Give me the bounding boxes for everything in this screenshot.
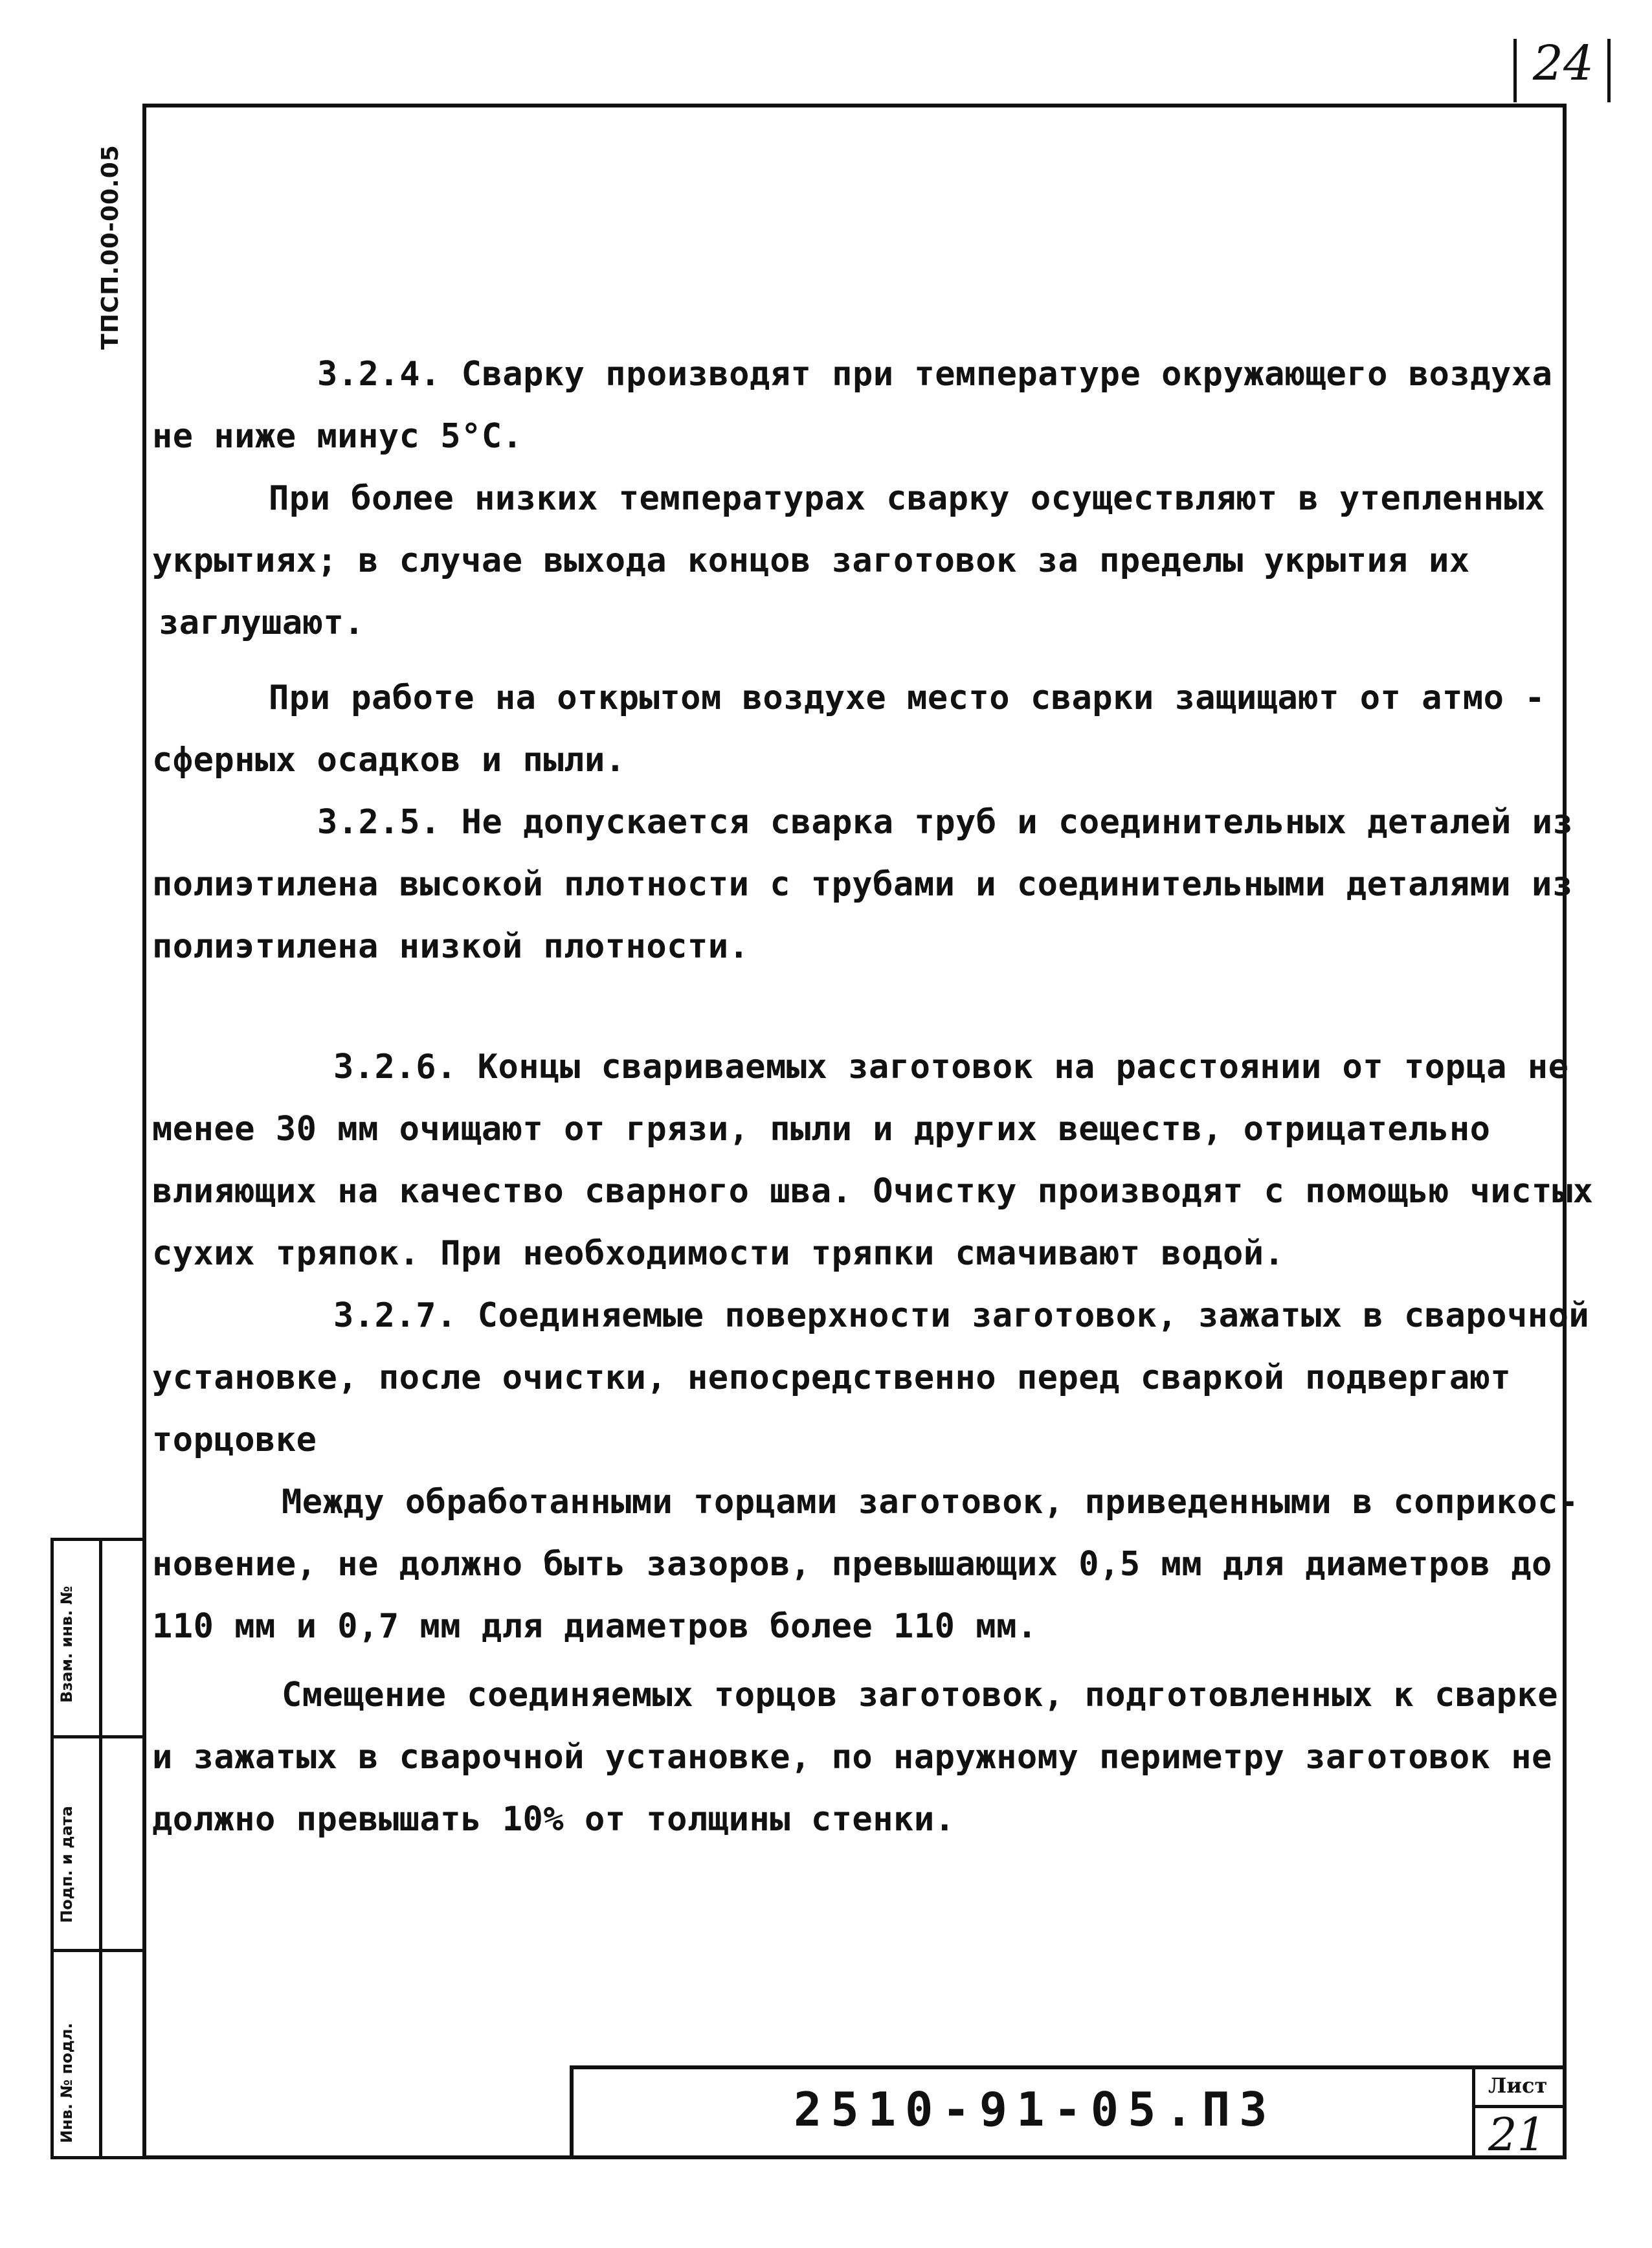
- text-line: и зажатых в сварочной установке, по наружному периметру заготовок не: [152, 1738, 1552, 1777]
- title-block: [570, 2065, 1567, 2159]
- sheet-number: 21: [1488, 2108, 1546, 2161]
- text-line: При более низких температурах сварку осуществляют в утепленных: [269, 479, 1546, 518]
- text-line: 3.2.6. Концы свариваемых заготовок на расстоянии от торца не: [333, 1048, 1569, 1086]
- text-line: сферных осадков и пыли.: [152, 741, 626, 780]
- text-line: влияющих на качество сварного шва. Очистку производят с помощью чистых: [152, 1172, 1594, 1211]
- text-line: полиэтилена низкой плотности.: [152, 927, 750, 966]
- text-line: сухих тряпок. При необходимости тряпки смачивают водой.: [152, 1234, 1285, 1273]
- text-line: менее 30 мм очищают от грязи, пыли и других веществ, отрицательно: [152, 1110, 1491, 1149]
- strip-label-sign-date: Подп. и дата: [58, 1806, 76, 1923]
- strip-column-divider: [99, 1541, 102, 2156]
- approval-strip: [50, 1538, 146, 2159]
- text-line: Смещение соединяемых торцов заготовок, подготовленных к сварке: [282, 1676, 1559, 1714]
- text-line: полиэтилена высокой плотности с трубами и соединительными деталями из: [152, 865, 1573, 904]
- text-line: 3.2.5. Не допускается сварка труб и соединительных деталей из: [317, 803, 1574, 842]
- strip-label-inv-number: Инв. № подл.: [58, 2023, 76, 2143]
- text-line: новение, не должно быть зазоров, превышающих 0,5 мм для диаметров до: [152, 1545, 1552, 1584]
- text-line: заглушают.: [159, 603, 365, 642]
- vertical-document-code: ТПСП.00-00.05: [97, 144, 124, 350]
- text-line: Между обработанными торцами заготовок, приведенными в соприкос-: [282, 1483, 1579, 1522]
- sheet-column: [1472, 2069, 1563, 2161]
- text-line: 3.2.7. Соединяемые поверхности заготовок, зажатых в сварочной: [333, 1296, 1590, 1335]
- text-line: укрытиях; в случае выхода концов заготовок за пределы укрытия их: [152, 541, 1470, 580]
- text-line: 110 мм и 0,7 мм для диаметров более 110 мм.: [152, 1607, 1038, 1646]
- text-line: установке, после очистки, непосредственно перед сваркой подвергают: [152, 1358, 1512, 1397]
- text-line: не ниже минус 5°С.: [152, 417, 523, 456]
- text-line: торцовке: [152, 1421, 317, 1459]
- text-line: 3.2.4. Сварку производят при температуре окружающего воздуха: [317, 355, 1553, 394]
- strip-row-divider: [54, 1949, 143, 1952]
- strip-row-divider: [54, 1735, 143, 1738]
- text-line: При работе на открытом воздухе место сварки защищают от атмо -: [269, 679, 1546, 717]
- text-line: должно превышать 10% от толщины стенки.: [152, 1800, 955, 1839]
- sheet-label: Лист: [1488, 2073, 1548, 2098]
- handwritten-page-number: 24: [1532, 36, 1594, 91]
- document-code: 2510-91-05.ПЗ: [794, 2082, 1277, 2137]
- strip-label-replace-inv: Взам. инв. №: [58, 1586, 76, 1703]
